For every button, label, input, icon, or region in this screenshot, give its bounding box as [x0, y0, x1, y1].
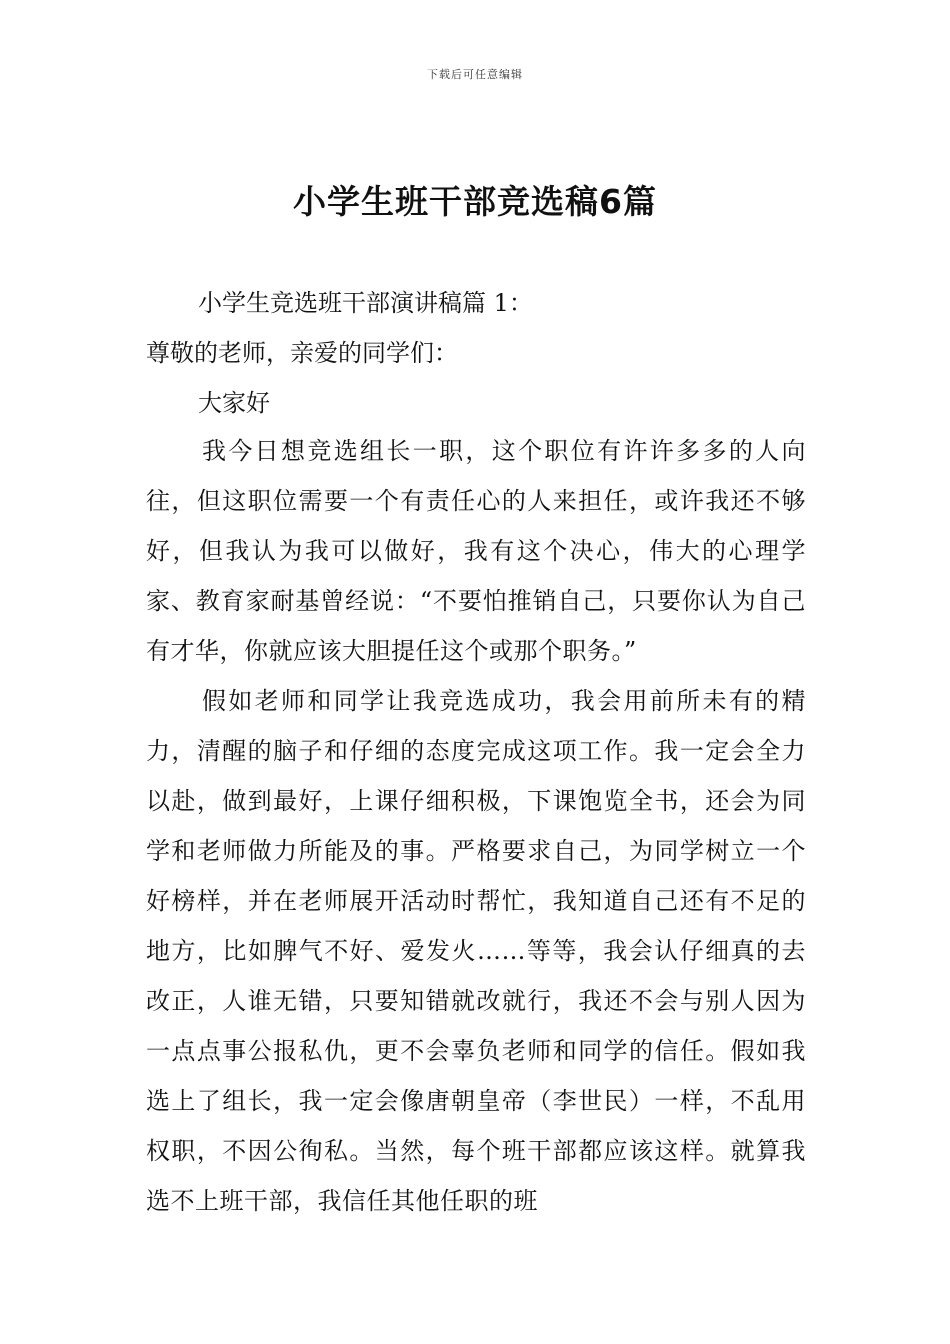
salutation: 尊敬的老师，亲爱的同学们： — [146, 339, 458, 367]
document-title: 小学生班干部竞选稿6篇 — [293, 182, 657, 221]
paragraph-2: 假如老师和同学让我竞选成功，我会用前所未有的精力，清醒的脑子和仔细的态度完成这项工作。我一定会全力以赴，做到最好，上课仔细积极，下课饱览全书，还会为同学和老师做力所能及的事。严格要求自己，为同学树立一个好榜样，并在老师展开活动时帮忙，我知道自己还有不足的地方，比如脾气不好、爱发火……等等，我会认仔细真的去改正，人谁无错，只要知错就改就行，我还不会与别人因为一点点事公报私仇，更不会辜负老师和同学的信任。假如我选上了组长，我一定会像唐朝皇帝（李世民）一样，不乱用权职，不因公徇私。当然，每个班干部都应该这样。就算我选不上班干部，我信任其他任职的班 — [146, 687, 806, 1215]
section-heading: 小学生竞选班干部演讲稿篇 1： — [198, 289, 533, 317]
paragraph-1: 我今日想竞选组长一职，这个职位有许许多多的人向往，但这职位需要一个有责任心的人来担任，或许我还不够好，但我认为我可以做好，我有这个决心，伟大的心理学家、教育家耐基曾经说：“不要怕推销自己，只要你认为自己有才华，你就应该大胆提任这个或那个职务。” — [146, 437, 806, 665]
greeting: 大家好 — [198, 389, 270, 417]
header-note: 下载后可任意编辑 — [427, 68, 523, 81]
document-body — [146, 278, 806, 1226]
